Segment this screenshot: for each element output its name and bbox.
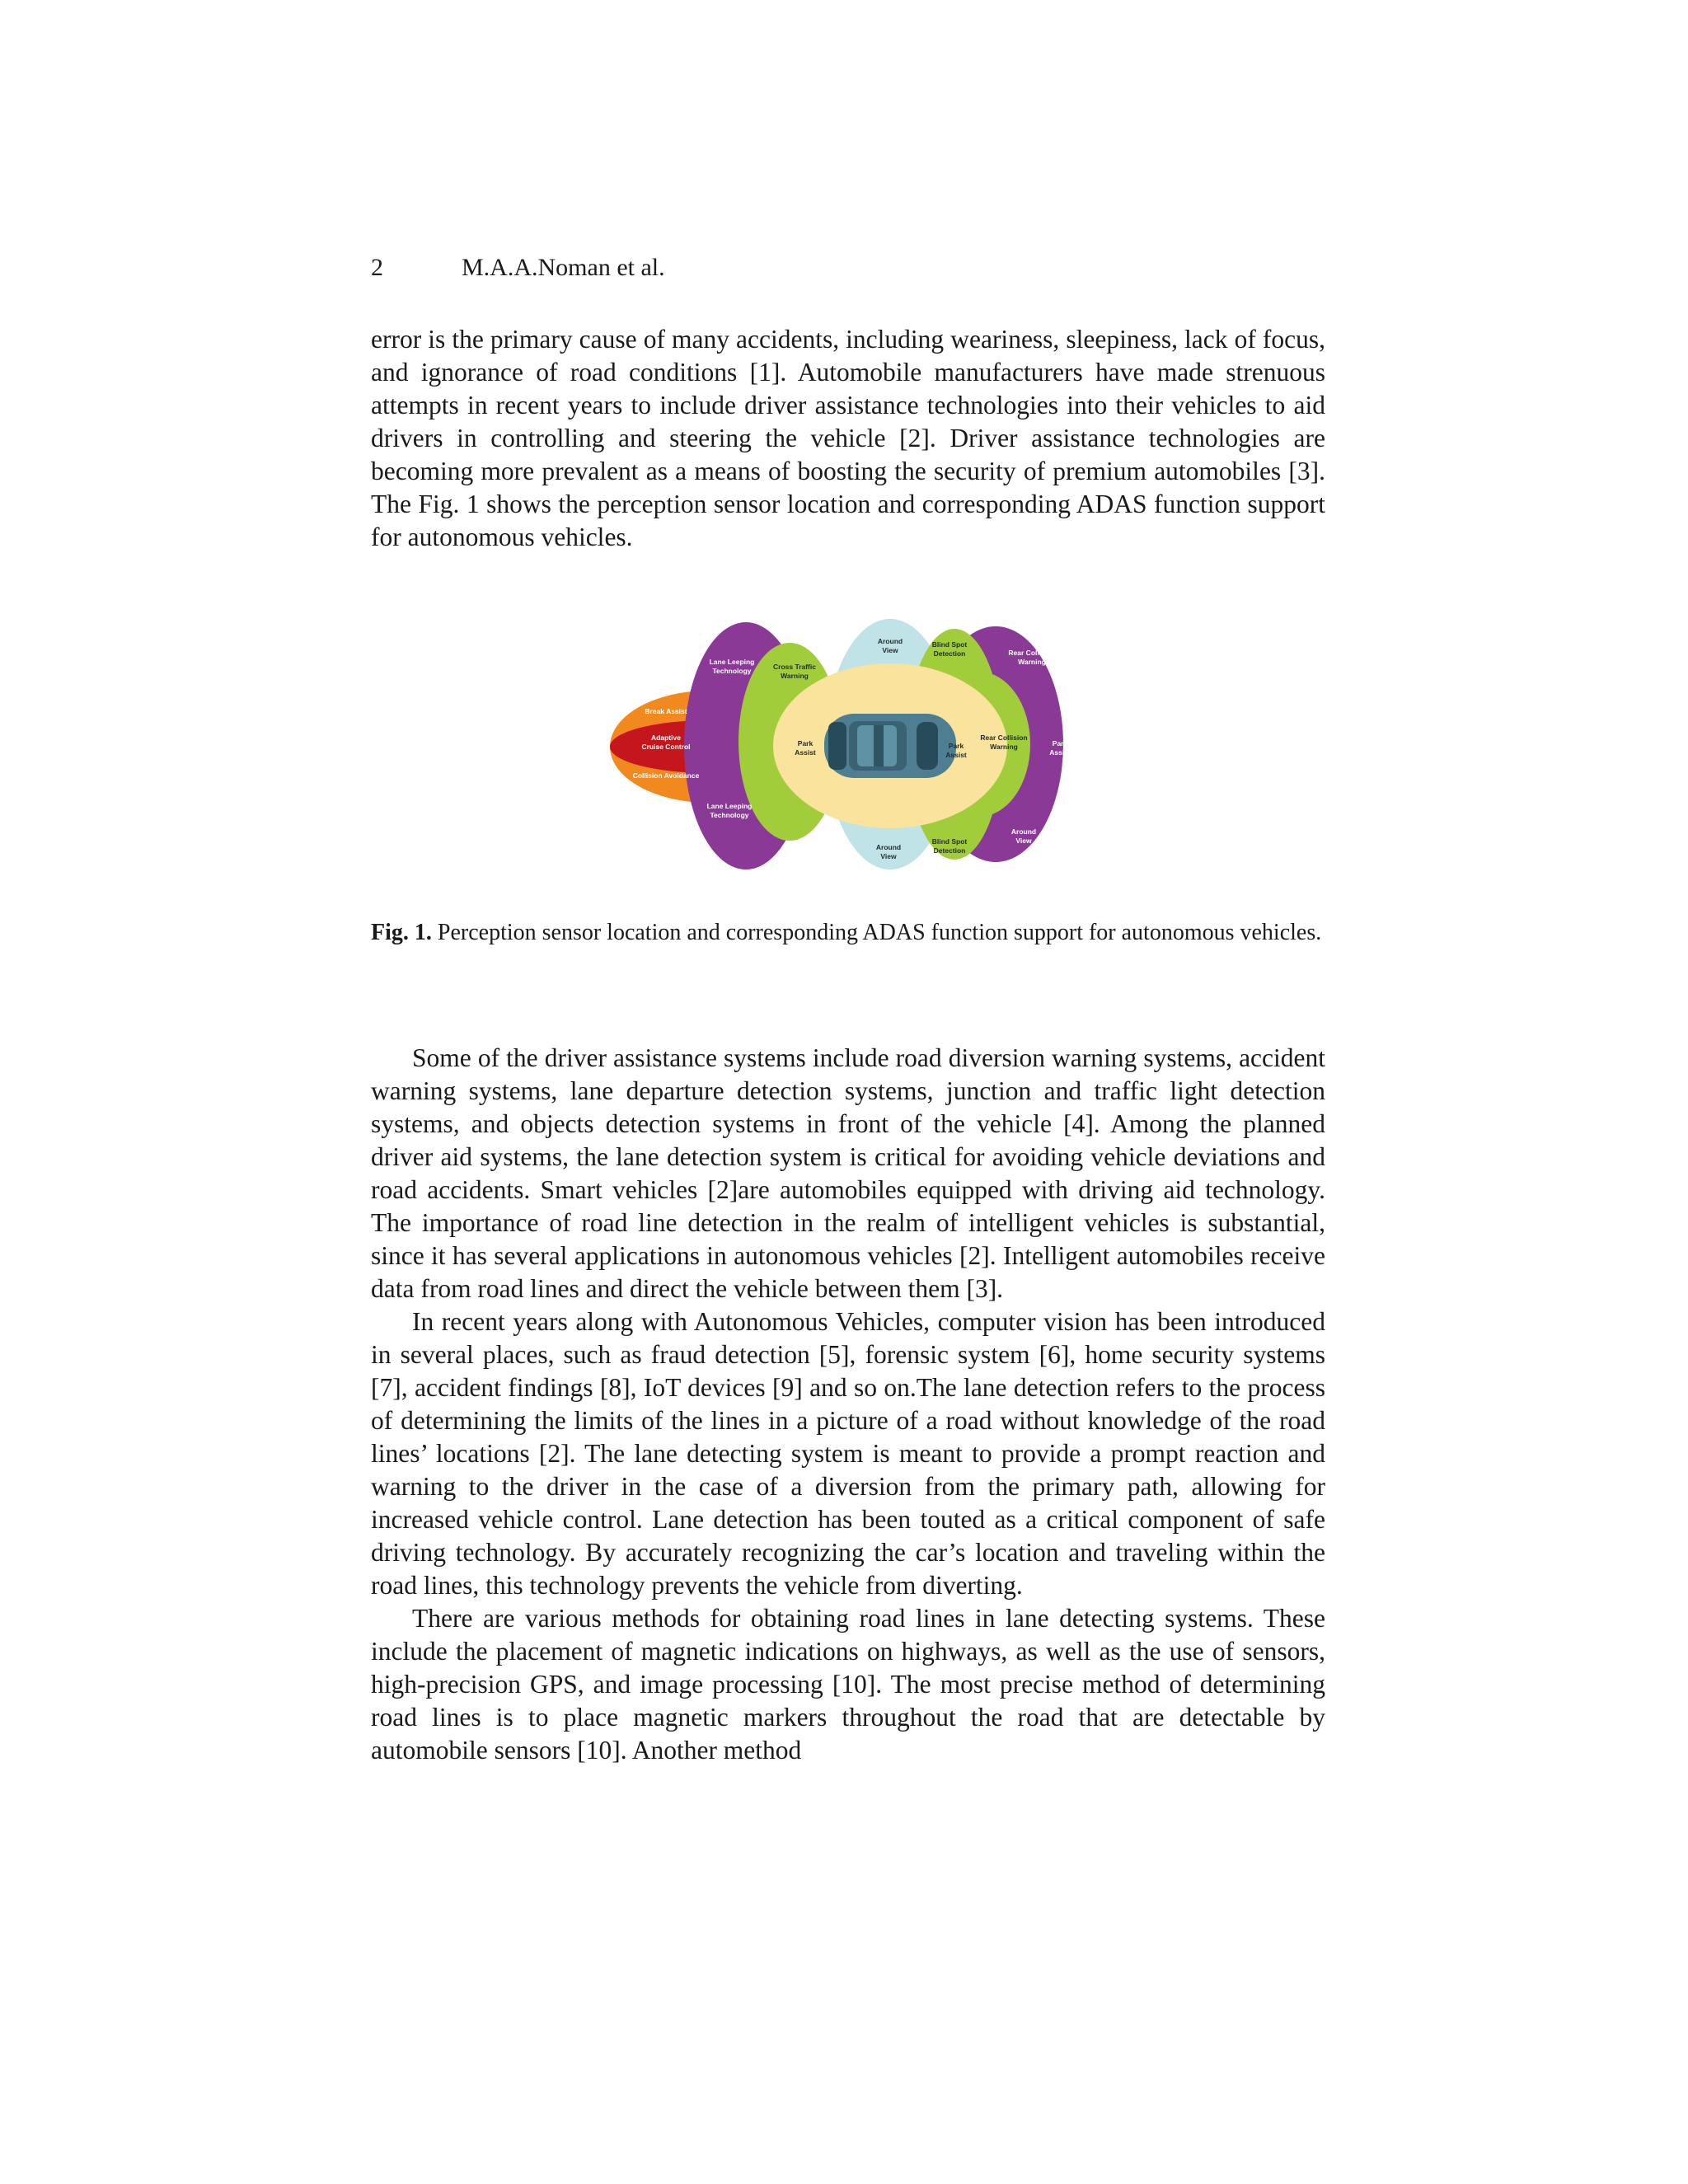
label-blind-spot-top-1: Blind Spot bbox=[931, 640, 968, 649]
label-park-assist-outer-1: Park bbox=[1052, 739, 1068, 748]
label-park-assist-outer-2: Assist bbox=[1049, 748, 1071, 757]
label-cross-traffic-1: Cross Traffic bbox=[773, 663, 816, 671]
label-lane-keeping-bottom-1: Lane Leeping bbox=[706, 802, 753, 810]
page-number: 2 bbox=[371, 254, 383, 281]
label-lane-keeping-bottom-2: Technology bbox=[710, 811, 749, 819]
car-top-view bbox=[824, 714, 956, 778]
label-around-view-top-2: View bbox=[882, 646, 898, 654]
label-around-view-right-1: Around bbox=[1010, 827, 1037, 836]
body-text bbox=[371, 1042, 1325, 1767]
label-rear-collision-inner-2: Warning bbox=[990, 743, 1018, 751]
label-around-view-bottom-2: View bbox=[880, 852, 897, 860]
label-park-assist-left-1: Park bbox=[797, 739, 814, 748]
figure-caption bbox=[371, 917, 1325, 948]
label-collision-avoidance: Collision Avoidance bbox=[632, 771, 700, 780]
label-blind-spot-bottom-2: Detection bbox=[933, 846, 966, 855]
label-around-view-top-1: Around bbox=[877, 637, 903, 645]
label-adaptive-cruise-1: Adaptive bbox=[651, 733, 681, 742]
adas-diagram bbox=[610, 616, 1088, 872]
paragraph: There are various methods for obtaining road lines in lane detecting systems. These include the placement of magnetic indications on highways, as well as the use of sensors, high-precision GPS, and image processing [10]. The most precise method of determining road lines is to place magnetic markers throughout the road that are detectable by automobile sensors [10]. Another method bbox=[371, 1604, 1325, 1765]
label-adaptive-cruise-2: Cruise Control bbox=[641, 743, 691, 751]
label-brake-assist: Break Assist bbox=[645, 707, 687, 715]
label-cross-traffic-2: Warning bbox=[781, 672, 809, 680]
caption-label: Fig. 1. bbox=[371, 920, 432, 945]
figure-adas-diagram bbox=[610, 616, 1088, 872]
label-park-assist-right-2: Assist bbox=[945, 751, 967, 759]
label-rear-collision-inner-1: Rear Collision bbox=[980, 733, 1028, 742]
running-head bbox=[371, 251, 665, 284]
label-blind-spot-top-2: Detection bbox=[933, 649, 966, 658]
running-head-authors: M.A.A.Noman et al. bbox=[462, 254, 665, 281]
caption-text: Perception sensor location and corresponding ADAS function support for autonomous vehicles. bbox=[437, 920, 1322, 945]
paragraph: In recent years along with Autonomous Vehicles, computer vision has been introduced in several places, such as fraud detection [5], forensic system [6], home security systems [7], accident findings [8], IoT devices [9] and so on.The lane detection refers to the process of determining the limits of the lines in a picture of a road without knowledge of the road lines’ locations [2]. The lane detecting system is meant to provide a prompt reaction and warning to the driver in the case of a diversion from the primary path, allowing for increased vehicle control. Lane detection has been touted as a critical component of safe driving technology. By accurately recognizing the car’s location and traveling within the road lines, this technology prevents the vehicle from diverting. bbox=[371, 1307, 1325, 1600]
paragraph-top bbox=[371, 323, 1325, 554]
label-park-assist-right-1: Park bbox=[948, 742, 964, 750]
label-rear-collision-outer-1: Rear Collision bbox=[1008, 649, 1056, 657]
label-lane-keeping-top-1: Lane Leeping bbox=[709, 658, 755, 666]
label-around-view-bottom-1: Around bbox=[875, 843, 902, 851]
label-blind-spot-bottom-1: Blind Spot bbox=[931, 837, 968, 846]
label-lane-keeping-top-2: Technology bbox=[712, 667, 752, 675]
paragraph: error is the primary cause of many accidents, including weariness, sleepiness, lack of focus, and ignorance of road conditions [1]. Automobile manufacturers have made strenuous attempts in recent years to include driver assistance technologies into their vehicles to aid drivers in controlling and steering the vehicle [2]. Driver assistance technologies are becoming more prevalent as a means of boosting the security of premium automobiles [3]. The Fig. 1 shows the perception sensor location and corresponding ADAS function support for autonomous vehicles. bbox=[371, 325, 1325, 551]
label-park-assist-left-2: Assist bbox=[795, 748, 816, 757]
label-around-view-right-2: View bbox=[1015, 837, 1032, 845]
paragraph: Some of the driver assistance systems include road diversion warning systems, accident warning systems, lane departure detection systems, junction and traffic light detection systems, and objects detection systems in front of the vehicle [4]. Among the planned driver aid systems, the lane detection system is critical for avoiding vehicle deviations and road accidents. Smart vehicles [2]are automobiles equipped with driving aid technology. The importance of road line detection in the realm of intelligent vehicles is substantial, since it has several applications in autonomous vehicles [2]. Intelligent automobiles receive data from road lines and direct the vehicle between them [3]. bbox=[371, 1043, 1325, 1303]
label-rear-collision-outer-2: Warning bbox=[1018, 658, 1046, 666]
